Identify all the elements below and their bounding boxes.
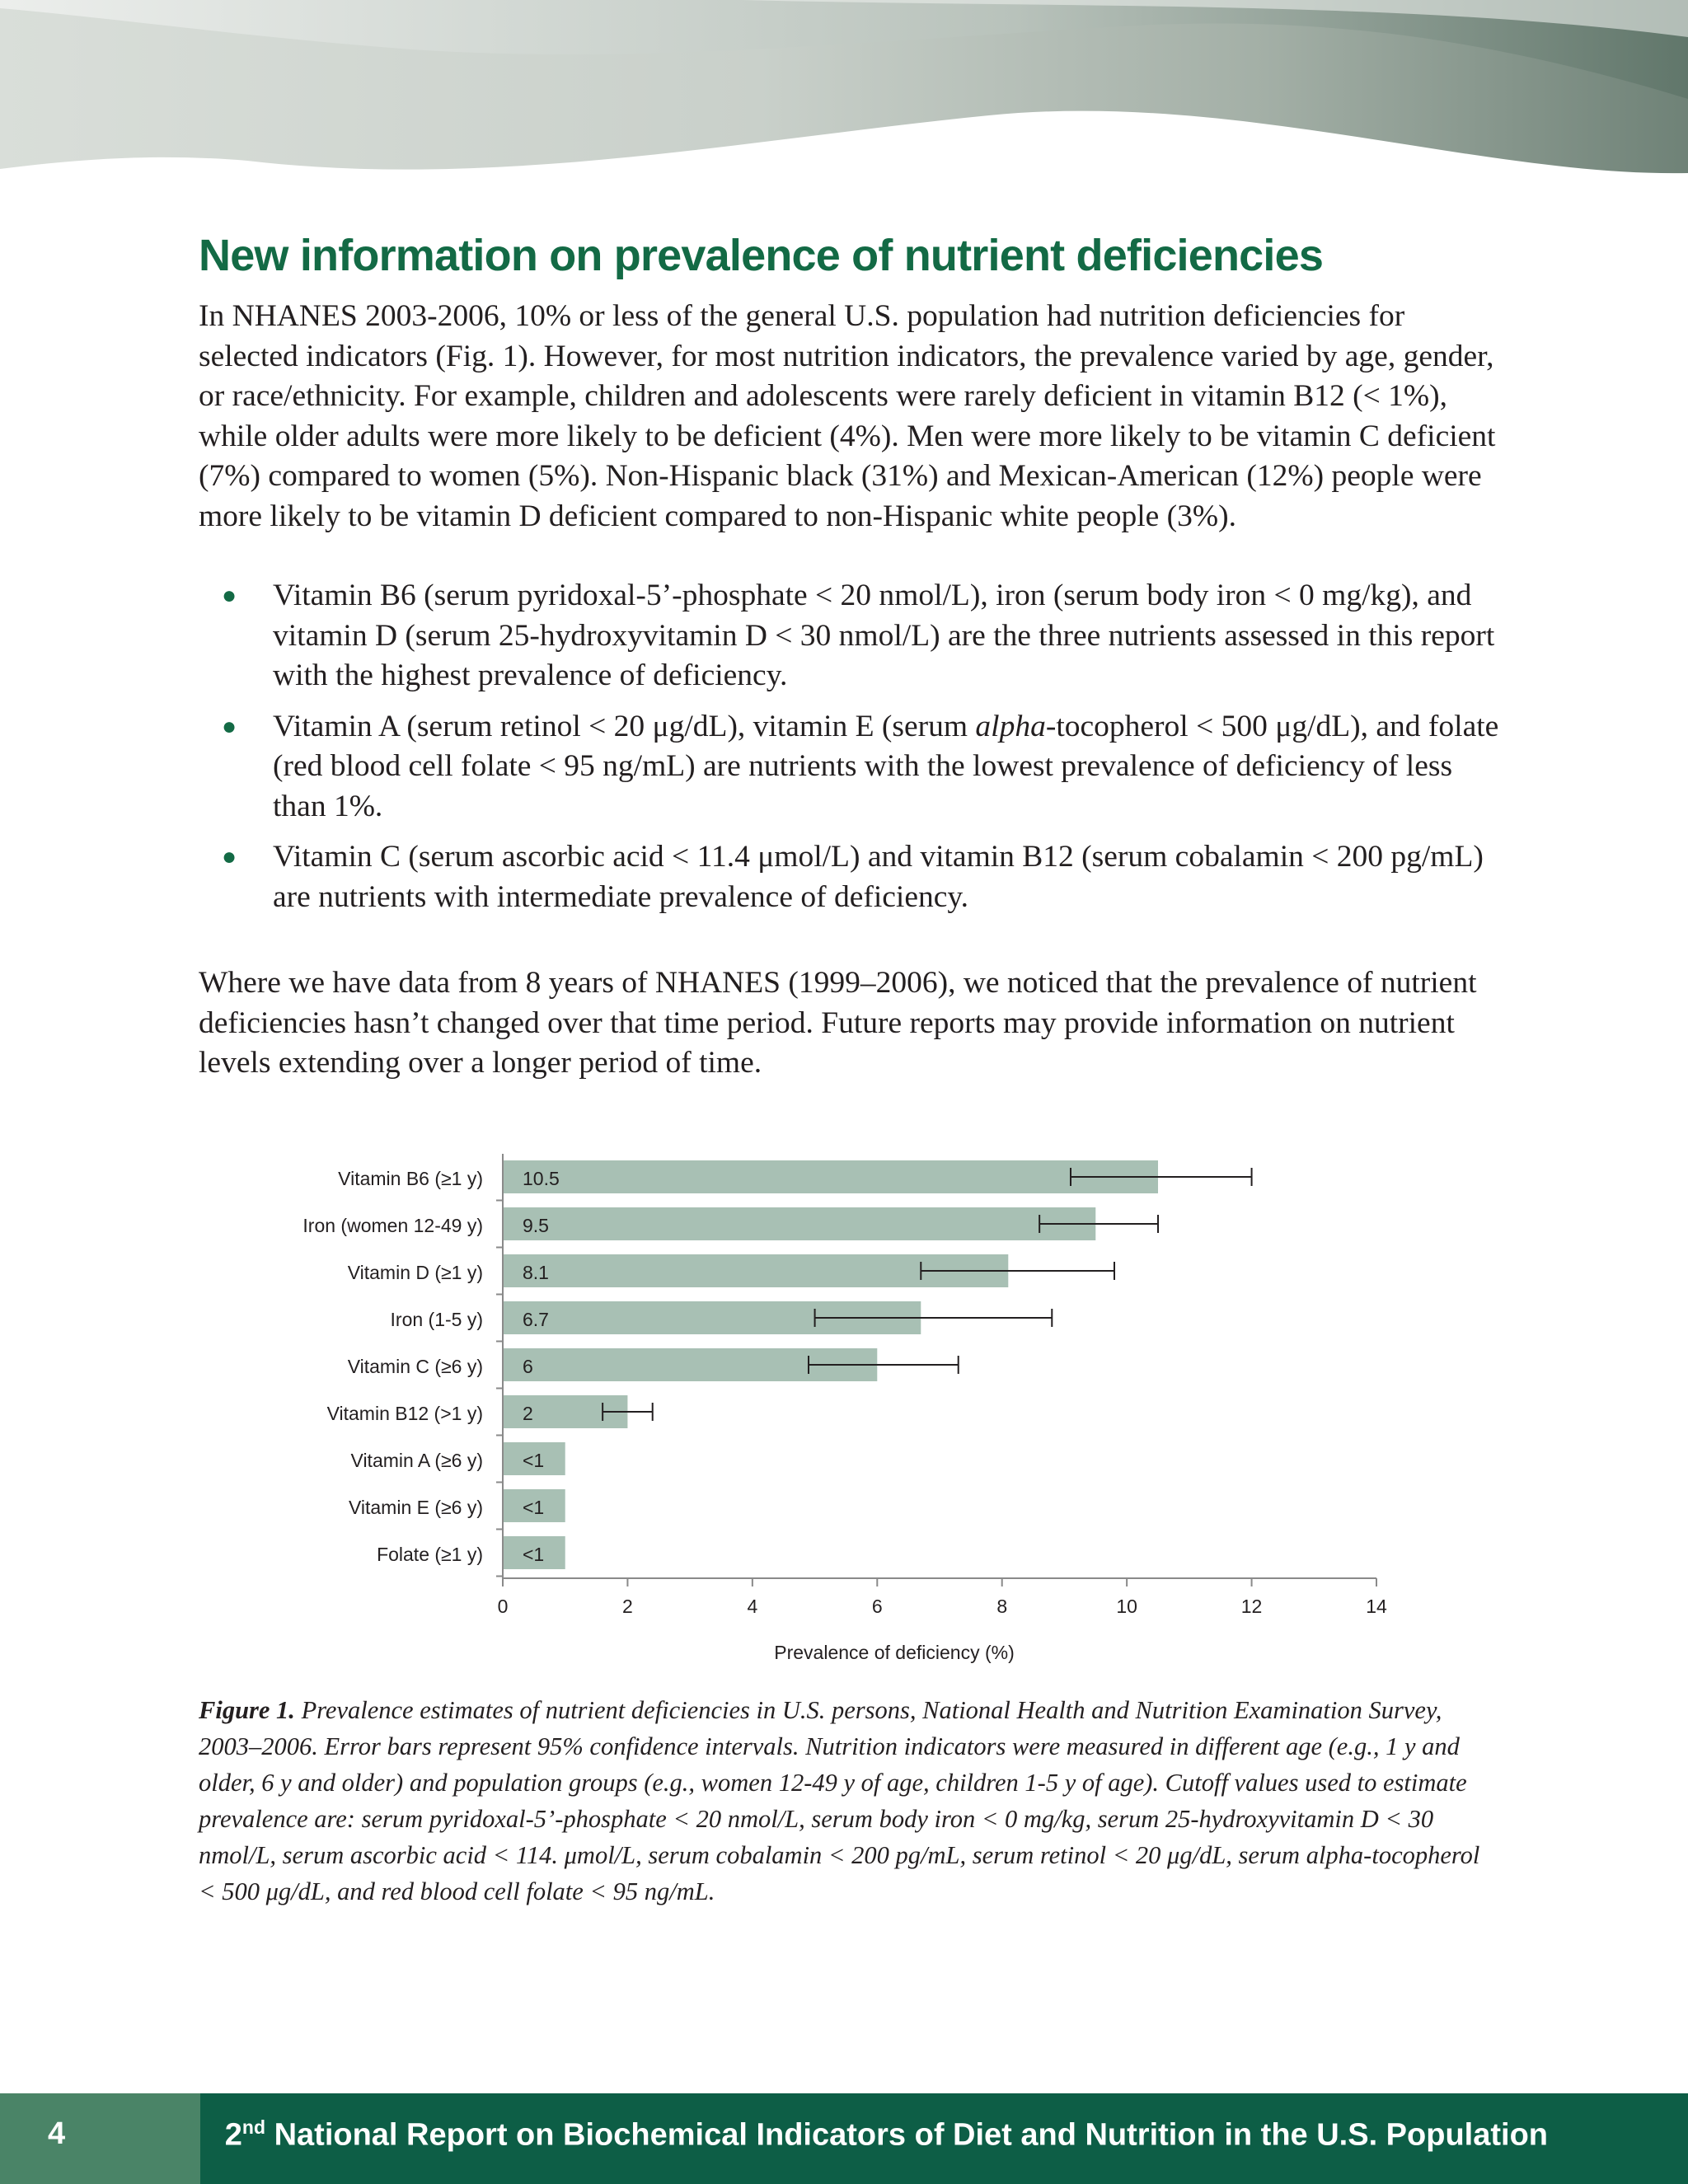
header-wave-banner	[0, 0, 1688, 177]
x-tick-label: 4	[747, 1596, 758, 1617]
chart-category-label: Vitamin D (≥1 y)	[347, 1262, 483, 1283]
list-item	[199, 837, 1501, 917]
x-tick-label: 0	[497, 1596, 509, 1617]
x-tick-label: 2	[622, 1596, 633, 1617]
bullet-icon: ●	[222, 843, 237, 870]
chart-category-label: Vitamin B12 (>1 y)	[326, 1403, 483, 1424]
chart-data-label: 6.7	[523, 1309, 549, 1330]
report-title	[225, 2116, 1548, 2154]
report-title-box	[200, 2093, 1688, 2184]
trend-paragraph: Where we have data from 8 years of NHANES (1999–2006), we noticed that the prevalence of nutrient deficiencies hasn’t changed over that time period. Future reports may provide information on nutrient levels extending over a longer period of time.	[199, 966, 1477, 1080]
key-findings-list	[199, 576, 1501, 917]
bullet-text: Vitamin A (serum retinol < 20 μg/dL), vitamin E (serum	[273, 709, 976, 743]
chart-bar	[503, 1160, 1158, 1193]
x-tick-label: 12	[1240, 1596, 1263, 1617]
bullet-text: -tocopherol < 500 μg/dL), and folate (red blood cell folate < 95 ng/mL) are nutrients with the lowest prevalence of deficiency of less than 1%.	[273, 709, 1499, 823]
chart-bar	[503, 1207, 1095, 1240]
section-heading: New information on prevalence of nutrient deficiencies	[199, 231, 1324, 280]
report-title-ordinal-suffix: nd	[241, 2116, 266, 2138]
page-footer	[0, 2093, 1688, 2184]
chart-data-label: 2	[523, 1403, 533, 1424]
x-tick-label: 14	[1366, 1596, 1387, 1617]
list-item	[199, 576, 1501, 696]
prevalence-bar-chart	[0, 1137, 1688, 1673]
bullet-text: Vitamin B6 (serum pyridoxal-5’-phosphate < 20 nmol/L), iron (serum body iron < 0 mg/kg), and vitamin D (serum 25-hydroxyvitamin D < 30 nmol/L) are the three nutrients assessed in this report with the highest prevalence of deficiency.	[273, 579, 1495, 692]
list-item	[199, 707, 1501, 827]
x-tick-label: 10	[1116, 1596, 1137, 1617]
chart-category-label: Vitamin C (≥6 y)	[347, 1356, 483, 1377]
caption-text: Prevalence estimates of nutrient deficiencies in U.S. persons, National Health and Nutrition Examination Survey, 2003–2006. Error bars represent 95% confidence intervals. Nutrition indicators were measured in different age (e.g., 1 y and older, 6 y and older) and population groups (e.g., women 12-49 y of age, children 1-5 y of age). Cutoff values used to estimate prevalence are: serum pyridoxal-5’-phosphate < 20 nmol/L, serum body iron < 0 mg/kg, serum 25-hydroxyvitamin D < 30 nmol/L, serum ascorbic acid < 114. μmol/L, serum cobalamin < 200 pg/mL, serum retinol < 20 μg/dL, serum alpha-tocopherol < 500 μg/dL, and red blood cell folate < 95 ng/mL.	[199, 1696, 1480, 1905]
chart-category-label: Vitamin E (≥6 y)	[348, 1497, 483, 1518]
chart-data-label: <1	[523, 1544, 545, 1565]
x-tick-label: 8	[996, 1596, 1008, 1617]
figure-1-chart	[0, 1137, 1688, 1673]
chart-data-label: 9.5	[523, 1215, 549, 1236]
intro-paragraph: In NHANES 2003-2006, 10% or less of the general U.S. population had nutrition deficiencies for selected indicators (Fig. 1). However, for most nutrition indicators, the prevalence varied by age, gender, or race/ethnicity. For example, children and adolescents were rarely deficient in vitamin B12 (< 1%), while older adults were more likely to be deficient (4%). Men were more likely to be vitamin C deficient (7%) compared to women (5%). Non-Hispanic black (31%) and Mexican-American (12%) people were more likely to be vitamin D deficient compared to non-Hispanic white people (3%).	[199, 299, 1496, 533]
chart-category-label: Iron (1-5 y)	[390, 1309, 483, 1330]
bullet-icon: ●	[222, 582, 237, 609]
report-title-text: National Report on Biochemical Indicators of Diet and Nutrition in the U.S. Population	[265, 2117, 1548, 2153]
chart-category-label: Folate (≥1 y)	[377, 1544, 483, 1565]
chart-category-label: Iron (women 12-49 y)	[302, 1215, 483, 1236]
chart-data-label: 8.1	[523, 1262, 549, 1283]
x-tick-label: 6	[871, 1596, 883, 1617]
bullet-icon: ●	[222, 712, 237, 740]
chart-data-label: 6	[523, 1356, 533, 1377]
bullet-text-italic: alpha	[975, 709, 1046, 743]
x-axis-title: Prevalence of deficiency (%)	[774, 1642, 1015, 1663]
chart-data-label: 10.5	[523, 1168, 560, 1189]
chart-data-label: <1	[523, 1497, 545, 1518]
chart-category-label: Vitamin A (≥6 y)	[350, 1450, 483, 1471]
report-title-ordinal: 2	[224, 2117, 242, 2153]
bullet-text: Vitamin C (serum ascorbic acid < 11.4 μmol/L) and vitamin B12 (serum cobalamin < 200 pg/mL) are nutrients with intermediate prevalence of deficiency.	[273, 840, 1484, 914]
page-number: 4	[48, 2116, 66, 2151]
chart-data-label: <1	[523, 1450, 545, 1471]
chart-category-label: Vitamin B6 (≥1 y)	[338, 1168, 483, 1189]
page-number-box	[0, 2093, 200, 2184]
article-body	[199, 223, 1501, 1084]
figure-caption	[199, 1692, 1484, 1910]
figure-label: Figure 1.	[199, 1696, 295, 1724]
